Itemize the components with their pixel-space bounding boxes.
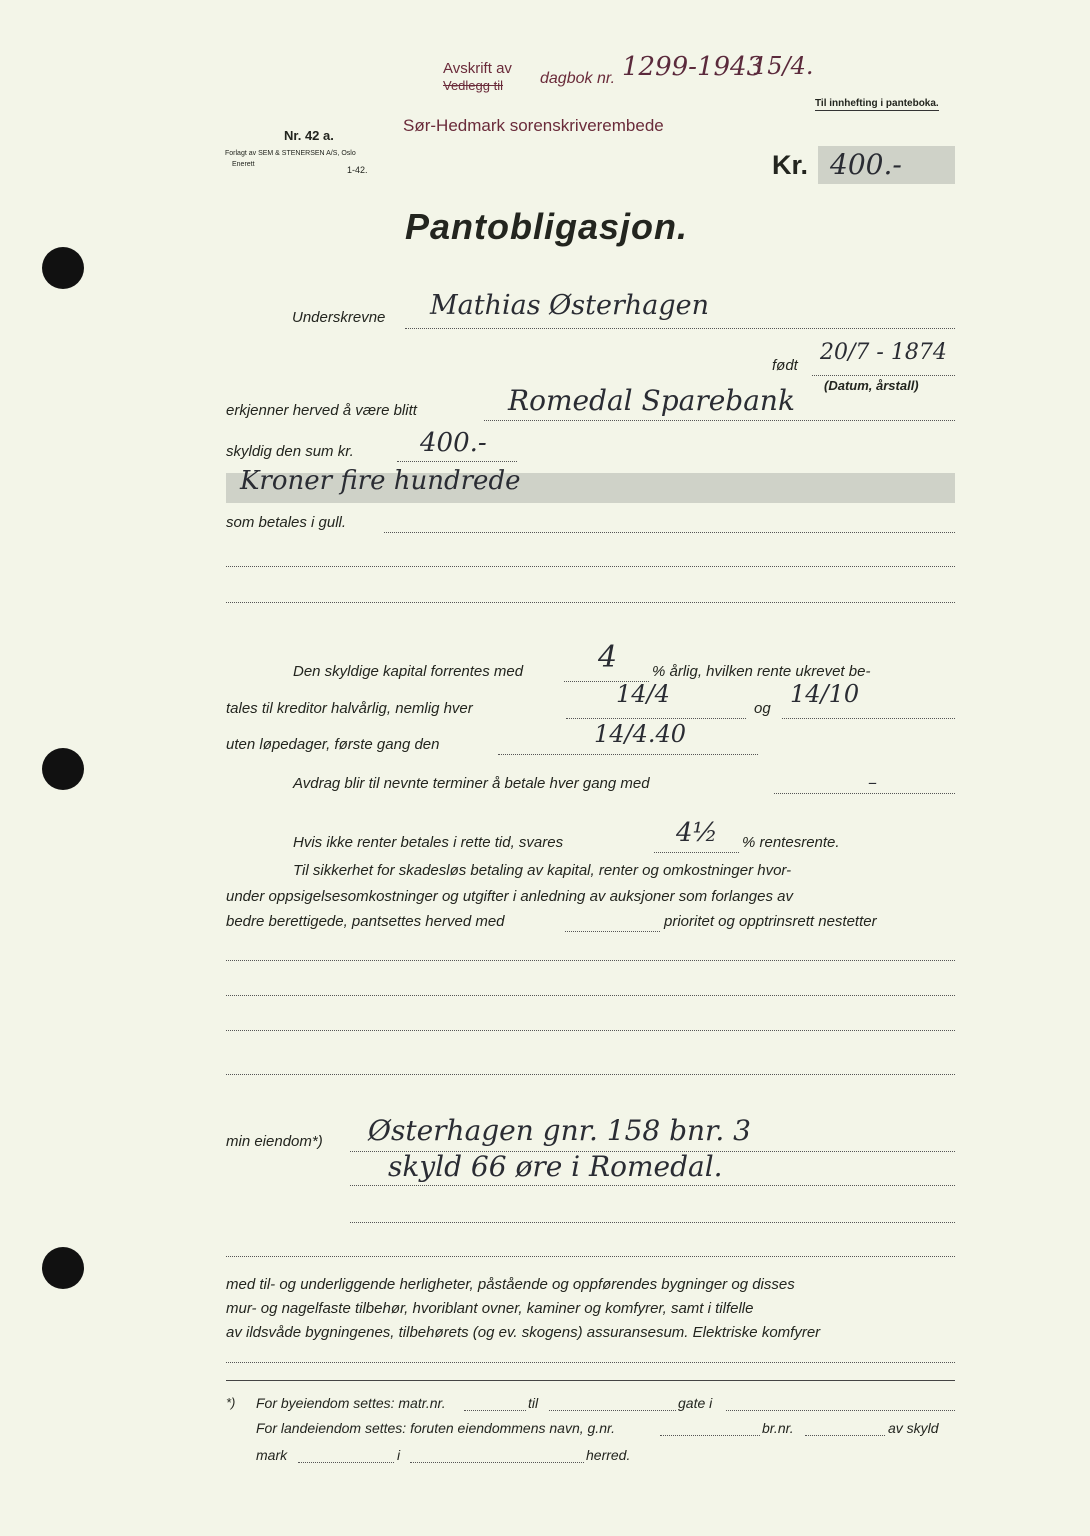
dagbok-date: 15/4.: [752, 52, 814, 80]
avskrift-label: Avskrift av: [443, 60, 512, 77]
footnote-line-2b: br.nr.: [762, 1420, 794, 1436]
punch-hole: [42, 247, 84, 289]
fodt-value: 20/7 - 1874: [820, 340, 947, 365]
hvis-line-a: Hvis ikke renter betales i rette tid, svares: [293, 834, 564, 851]
skyldig-value: 400.-: [420, 428, 487, 458]
erkjenner-value: Romedal Sparebank: [508, 384, 795, 417]
property-line-2: skyld 66 øre i Romedal.: [388, 1150, 723, 1183]
form-number: Nr. 42 a.: [284, 128, 334, 143]
underskrevne-label: Underskrevne: [292, 309, 386, 326]
gull-label: som betales i gull.: [226, 514, 347, 531]
interest-line-3a: uten løpedager, første gang den: [226, 736, 440, 753]
avdrag-value: –: [868, 772, 877, 793]
enerett: Enerett: [232, 161, 255, 168]
print-code: 1-42.: [347, 165, 368, 175]
datum-label: (Datum, årstall): [824, 378, 919, 393]
dagbok-label: dagbok nr.: [540, 70, 616, 87]
publisher: Forlagt av SEM & STENERSEN A/S, Oslo: [225, 150, 356, 157]
avdrag-line: Avdrag blir til nevnte terminer å betale hver gang med: [293, 775, 650, 792]
interest-date-1: 14/4: [616, 680, 670, 708]
interest-rate-value: 4: [598, 640, 618, 675]
rentes-rate-value: 4½: [676, 818, 718, 848]
footnote-line-3a: mark: [256, 1447, 288, 1463]
interest-date-2: 14/10: [790, 680, 860, 708]
hvis-line-b: % rentesrente.: [742, 834, 840, 851]
punch-hole: [42, 1247, 84, 1289]
property-line-1: Østerhagen gnr. 158 bnr. 3: [368, 1114, 751, 1147]
sikkerhet-line-2: under oppsigelsesomkostninger og utgifter i anledning av auksjoner som forlanges av: [226, 888, 794, 905]
kr-label: Kr.: [772, 150, 809, 180]
footnote-star: *): [226, 1395, 236, 1410]
sikkerhet-line-3b: prioritet og opptrinsrett nestetter: [664, 913, 877, 930]
footnote-line-1b: til: [528, 1395, 539, 1411]
office-name: Sør-Hedmark sorenskriverembede: [403, 116, 664, 135]
footnote-line-2a: For landeiendom settes: foruten eiendommens navn, g.nr.: [256, 1420, 616, 1436]
footnote-line-2c: av skyld: [888, 1420, 939, 1436]
footnote-line-1c: gate i: [678, 1395, 713, 1411]
interest-line-1b: % årlig, hvilken rente ukrevet be-: [652, 663, 871, 680]
sum-words-value: Kroner fire hundrede: [240, 466, 521, 496]
punch-hole: [42, 748, 84, 790]
interest-line-1a: Den skyldige kapital forrentes med: [293, 663, 524, 680]
og-label: og: [754, 700, 771, 717]
footnote-line-3b: i: [397, 1447, 401, 1463]
dagbok-value: 1299-1943: [622, 52, 764, 82]
erkjenner-label: erkjenner herved å være blitt: [226, 402, 417, 419]
property-label: min eiendom*): [226, 1133, 323, 1150]
insert-note: Til innhefting i panteboka.: [815, 98, 939, 109]
document-title: Pantobligasjon.: [405, 206, 689, 247]
footnote-rule: [226, 1380, 955, 1381]
fodt-label: født: [772, 357, 798, 374]
closing-line-1: med til- og underliggende herligheter, påstående og oppførendes bygninger og disses: [226, 1276, 795, 1293]
closing-line-2: mur- og nagelfaste tilbehør, hvoriblant ovner, kaminer og komfyrer, samt i tilfelle: [226, 1300, 754, 1317]
first-date-value: 14/4.40: [594, 720, 687, 748]
sum-words-box-rest: [682, 473, 955, 503]
skyldig-label: skyldig den sum kr.: [226, 443, 354, 460]
interest-line-2a: tales til kreditor halvårlig, nemlig hver: [226, 700, 473, 717]
closing-line-3: av ildsvåde bygningenes, tilbehørets (og ev. skogens) assuransesum. Elektriske komfyrer: [226, 1324, 821, 1341]
sikkerhet-line-1: Til sikkerhet for skadesløs betaling av kapital, renter og omkostninger hvor-: [293, 862, 792, 879]
kr-value: 400.-: [830, 148, 902, 181]
sikkerhet-line-3a: bedre berettigede, pantsettes herved med: [226, 913, 505, 930]
footnote-line-3c: herred.: [586, 1447, 631, 1463]
vedlegg-label: Vedlegg til: [443, 78, 503, 93]
underskrevne-value: Mathias Østerhagen: [430, 290, 710, 321]
footnote-line-1a: For byeiendom settes: matr.nr.: [256, 1395, 446, 1411]
